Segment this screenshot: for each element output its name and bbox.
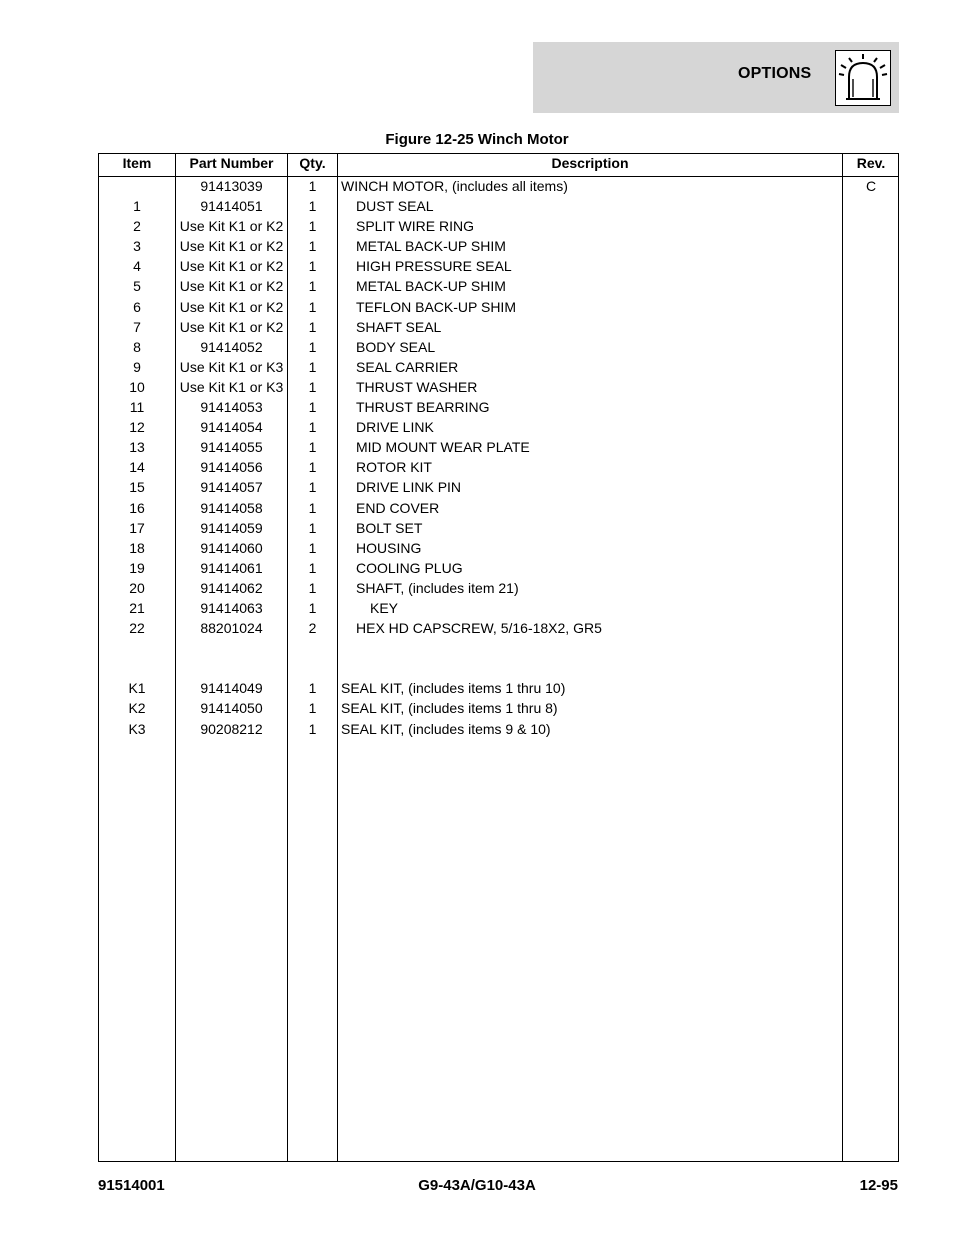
- table-row: [99, 678, 898, 698]
- row-part-number: Use Kit K1 or K2: [179, 258, 284, 275]
- row-description: METAL BACK-UP SHIM: [356, 278, 506, 295]
- row-description: SEAL KIT, (includes items 1 thru 8): [341, 700, 558, 717]
- row-part-number: 91414057: [200, 479, 263, 496]
- row-qty: 1: [308, 198, 317, 215]
- table-row: [99, 538, 898, 558]
- row-description: SHAFT, (includes item 21): [356, 579, 519, 596]
- row-part-number: Use Kit K1 or K2: [179, 278, 284, 295]
- row-description: KEY: [370, 599, 399, 616]
- parts-table: [98, 153, 899, 1162]
- row-item: 19: [129, 559, 145, 576]
- row-qty: 1: [308, 378, 317, 395]
- table-row: [99, 698, 898, 718]
- row-description: MID MOUNT WEAR PLATE: [356, 439, 530, 456]
- row-item: 8: [133, 338, 141, 355]
- col-header-item: Item: [122, 155, 152, 171]
- table-row: [99, 658, 898, 678]
- footer-doc-number: 91514001: [98, 1177, 165, 1194]
- col-header-description: Description: [551, 155, 629, 171]
- row-description: SEAL KIT, (includes items 1 thru 10): [341, 680, 566, 697]
- row-item: 4: [133, 258, 141, 275]
- row-qty: 1: [308, 218, 317, 235]
- footer-model: G9-43A/G10-43A: [418, 1177, 536, 1194]
- row-description: WINCH MOTOR, (includes all items): [341, 178, 568, 194]
- table-row: [99, 417, 898, 437]
- row-description: BODY SEAL: [356, 338, 436, 355]
- row-item: K1: [128, 680, 146, 697]
- row-item: 2: [133, 218, 141, 235]
- row-item: 22: [129, 620, 145, 637]
- row-part-number: 88201024: [200, 620, 263, 637]
- table-row: [99, 276, 898, 296]
- row-qty: 1: [308, 579, 317, 596]
- table-row: [99, 618, 898, 638]
- row-item: 13: [129, 439, 145, 456]
- row-item: 6: [133, 298, 141, 315]
- row-qty: 1: [308, 399, 317, 416]
- row-description: SEAL KIT, (includes items 9 & 10): [341, 720, 551, 737]
- row-part-number: 91414053: [200, 399, 263, 416]
- row-qty: 1: [308, 338, 317, 355]
- row-qty: 1: [308, 178, 317, 194]
- row-description: COOLING PLUG: [356, 559, 463, 576]
- row-qty: 1: [308, 258, 317, 275]
- row-item: 9: [133, 358, 141, 375]
- row-rev: C: [865, 178, 877, 194]
- row-qty: 2: [308, 620, 317, 637]
- row-part-number: 91414054: [200, 419, 263, 436]
- row-item: 20: [129, 579, 145, 596]
- row-qty: 1: [308, 559, 317, 576]
- row-qty: 1: [308, 358, 317, 375]
- table-row: [99, 719, 898, 739]
- row-part-number: 91414050: [200, 700, 263, 717]
- row-part-number: Use Kit K1 or K2: [179, 298, 284, 315]
- row-description: THRUST WASHER: [356, 378, 478, 395]
- row-item: K3: [128, 720, 146, 737]
- row-qty: 1: [308, 238, 317, 255]
- row-description: DUST SEAL: [356, 198, 434, 215]
- table-row: [99, 558, 898, 578]
- row-item: 7: [133, 318, 141, 335]
- row-item: K2: [128, 700, 146, 717]
- table-row: [99, 357, 898, 377]
- row-description: HIGH PRESSURE SEAL: [356, 258, 512, 275]
- row-part-number: 91414063: [200, 599, 263, 616]
- row-description: THRUST BEARRING: [356, 399, 490, 416]
- table-row: [99, 498, 898, 518]
- figure-title: Figure 12-25 Winch Motor: [385, 131, 569, 148]
- row-qty: 1: [308, 519, 317, 536]
- table-row: [99, 477, 898, 497]
- row-item: 14: [129, 459, 145, 476]
- table-row: [99, 457, 898, 477]
- row-qty: 1: [308, 419, 317, 436]
- row-item: 5: [133, 278, 141, 295]
- row-part-number: 91414052: [200, 338, 263, 355]
- row-part-number: 91414059: [200, 519, 263, 536]
- row-qty: 1: [308, 700, 317, 717]
- table-row: [99, 216, 898, 236]
- row-item: 11: [129, 399, 145, 416]
- row-description: METAL BACK-UP SHIM: [356, 238, 506, 255]
- section-header: [533, 42, 899, 113]
- row-item: 21: [129, 599, 145, 616]
- col-header-qty: Qty.: [299, 155, 326, 171]
- col-header-rev: Rev.: [856, 155, 886, 171]
- row-part-number: 91414055: [200, 439, 263, 456]
- beacon-light-icon: [835, 50, 891, 106]
- table-row: [99, 377, 898, 397]
- table-row: [99, 196, 898, 216]
- row-description: SEAL CARRIER: [356, 358, 459, 375]
- row-qty: 1: [308, 479, 317, 496]
- row-description: BOLT SET: [356, 519, 423, 536]
- row-qty: 1: [308, 439, 317, 456]
- table-body: [99, 176, 898, 739]
- section-title: OPTIONS: [738, 65, 812, 82]
- row-part-number: 91414049: [200, 680, 263, 697]
- row-part-number: 91414062: [200, 579, 263, 596]
- row-description: END COVER: [356, 499, 440, 516]
- row-qty: 1: [308, 720, 317, 737]
- row-description: SPLIT WIRE RING: [356, 218, 474, 235]
- table-row: [99, 256, 898, 276]
- row-part-number: 91413039: [200, 178, 263, 194]
- row-part-number: Use Kit K1 or K3: [179, 358, 284, 375]
- row-description: SHAFT SEAL: [356, 318, 442, 335]
- table-row: [99, 397, 898, 417]
- table-row: [99, 176, 898, 196]
- row-part-number: Use Kit K1 or K3: [179, 378, 284, 395]
- row-part-number: 90208212: [200, 720, 263, 737]
- row-item: 12: [129, 419, 145, 436]
- row-item: 16: [129, 499, 145, 516]
- table-row: [99, 518, 898, 538]
- row-item: 15: [129, 479, 145, 496]
- row-description: HOUSING: [356, 539, 422, 556]
- table-row: [99, 297, 898, 317]
- row-description: ROTOR KIT: [356, 459, 432, 476]
- row-qty: 1: [308, 499, 317, 516]
- row-part-number: 91414051: [200, 198, 263, 215]
- row-part-number: 91414061: [200, 559, 263, 576]
- table-row: [99, 437, 898, 457]
- row-part-number: 91414056: [200, 459, 263, 476]
- table-row: [99, 317, 898, 337]
- row-item: 17: [129, 519, 145, 536]
- table-row: [99, 337, 898, 357]
- row-qty: 1: [308, 278, 317, 295]
- row-qty: 1: [308, 298, 317, 315]
- row-description: DRIVE LINK: [356, 419, 434, 436]
- row-part-number: Use Kit K1 or K2: [179, 238, 284, 255]
- row-part-number: 91414060: [200, 539, 263, 556]
- row-description: TEFLON BACK-UP SHIM: [356, 298, 516, 315]
- col-header-part-number: Part Number: [189, 155, 274, 171]
- row-item: 3: [133, 238, 141, 255]
- row-description: DRIVE LINK PIN: [356, 479, 462, 496]
- footer-page-number: 12-95: [859, 1177, 898, 1194]
- row-qty: 1: [308, 599, 317, 616]
- table-row: [99, 638, 898, 658]
- table-row: [99, 236, 898, 256]
- row-qty: 1: [308, 318, 317, 335]
- row-qty: 1: [308, 459, 317, 476]
- table-row: [99, 578, 898, 598]
- row-item: 10: [129, 378, 145, 395]
- table-row: [99, 598, 898, 618]
- row-qty: 1: [308, 539, 317, 556]
- row-part-number: Use Kit K1 or K2: [179, 318, 284, 335]
- row-item: 18: [129, 539, 145, 556]
- row-description: HEX HD CAPSCREW, 5/16-18X2, GR5: [356, 620, 602, 637]
- row-part-number: Use Kit K1 or K2: [179, 218, 284, 235]
- row-item: 1: [133, 198, 141, 215]
- row-qty: 1: [308, 680, 317, 697]
- row-part-number: 91414058: [200, 499, 263, 516]
